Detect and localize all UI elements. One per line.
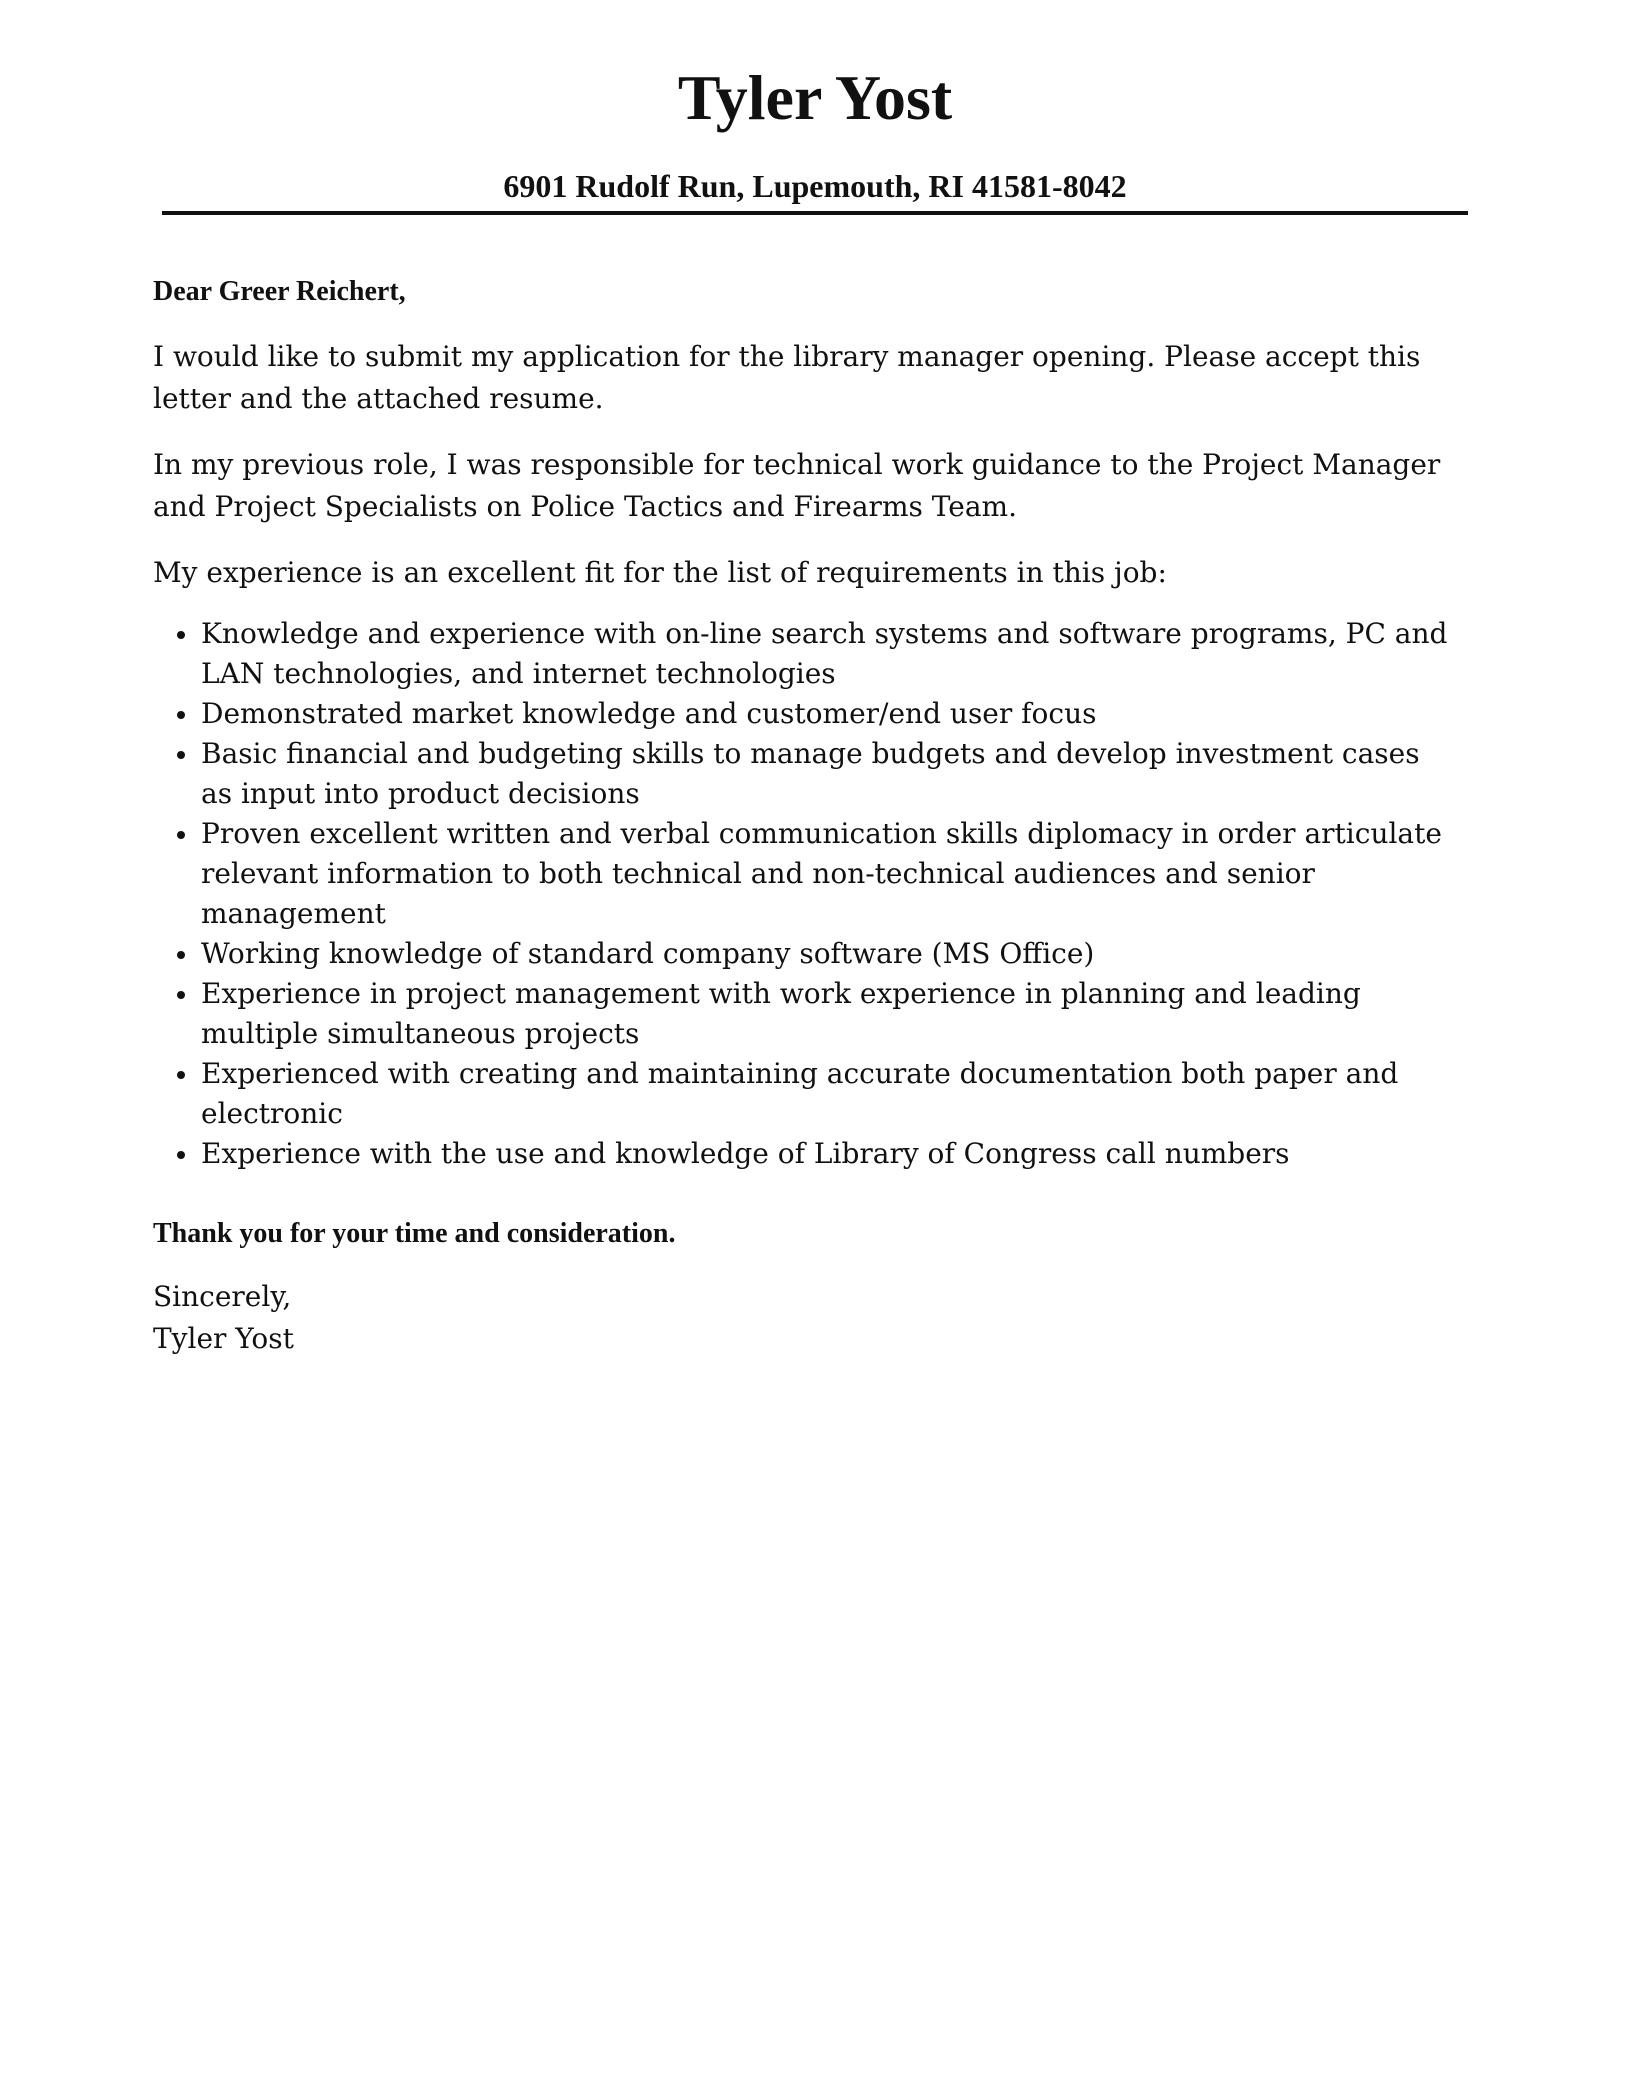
requirements-intro: My experience is an excellent fit for the list of requirements in this job: xyxy=(153,556,1167,589)
list-item xyxy=(153,934,1458,974)
intro-paragraph: I would like to submit my application for the library manager opening. Please accept this letter and the attached resume. xyxy=(153,340,1421,415)
list-item xyxy=(153,694,1458,734)
requirements-list xyxy=(153,614,1458,1174)
list-item-text: Demonstrated market knowledge and customer/end user focus xyxy=(201,697,1097,730)
bullet-icon xyxy=(177,711,185,719)
signoff: Sincerely, xyxy=(153,1280,292,1313)
closing-line: Thank you for your time and consideration. xyxy=(153,1218,676,1249)
header-divider xyxy=(162,211,1468,215)
list-item-text: Proven excellent written and verbal communication skills diplomacy in order articulate relevant information to both technical and non-technical audiences and senior management xyxy=(201,817,1442,930)
list-item xyxy=(153,974,1458,1054)
applicant-address: 6901 Rudolf Run, Lupemouth, RI 41581-8042 xyxy=(503,168,1127,204)
list-item xyxy=(153,1054,1458,1134)
bullet-icon xyxy=(177,1071,185,1079)
experience-paragraph: In my previous role, I was responsible for technical work guidance to the Project Manager and Project Specialists on Police Tactics and Firearms Team. xyxy=(153,448,1441,523)
bullet-icon xyxy=(177,831,185,839)
list-item-text: Working knowledge of standard company software (MS Office) xyxy=(201,937,1095,970)
bullet-icon xyxy=(177,1151,185,1159)
list-item-text: Basic financial and budgeting skills to manage budgets and develop investment cases as input into product decisions xyxy=(201,737,1420,810)
list-item-text: Knowledge and experience with on-line search systems and software programs, PC and LAN technologies, and internet technologies xyxy=(201,617,1448,690)
bullet-icon xyxy=(177,751,185,759)
applicant-name: Tyler Yost xyxy=(677,62,953,133)
bullet-icon xyxy=(177,991,185,999)
list-item xyxy=(153,1134,1458,1174)
list-item xyxy=(153,614,1458,694)
signature: Tyler Yost xyxy=(153,1322,294,1355)
bullet-icon xyxy=(177,951,185,959)
letter-body xyxy=(153,272,1458,1360)
list-item xyxy=(153,734,1458,814)
list-item-text: Experience in project management with work experience in planning and leading multiple simultaneous projects xyxy=(201,977,1361,1050)
list-item-text: Experience with the use and knowledge of Library of Congress call numbers xyxy=(201,1137,1290,1170)
salutation: Dear Greer Reichert, xyxy=(153,276,406,307)
bullet-icon xyxy=(177,631,185,639)
list-item xyxy=(153,814,1458,934)
list-item-text: Experienced with creating and maintaining accurate documentation both paper and electronic xyxy=(201,1057,1399,1130)
